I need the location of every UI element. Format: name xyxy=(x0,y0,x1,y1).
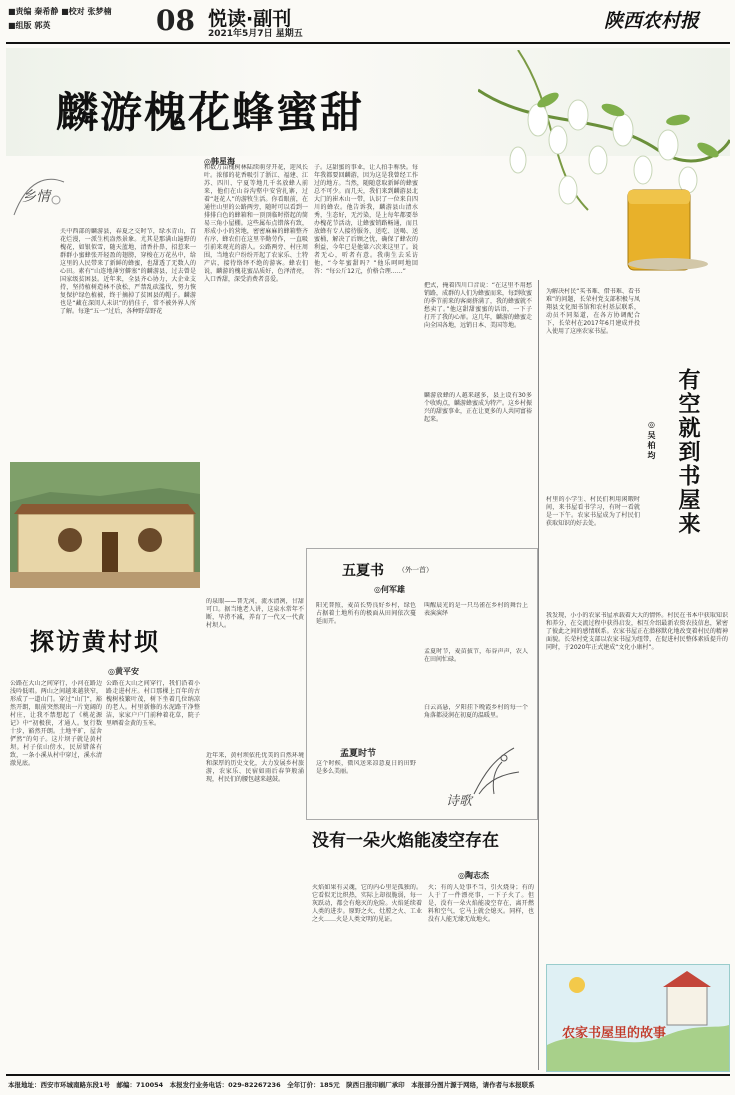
column-divider xyxy=(538,280,539,1070)
article4-author: ◎陶志杰 xyxy=(458,871,489,880)
acacia-flower-image xyxy=(478,50,730,276)
article1-column-5: 麟游放蜂的人越来越多，县上设有30多个收购点，麟游蜂蜜成为特产。这乡村振兴的甜蜜事业，正在让更多的人共同富裕起来。 xyxy=(424,392,532,423)
header-credits-line2: ■组版 郭英 xyxy=(8,21,51,30)
footer-text: 本报地址：西安市环城南路东段1号 邮编：710054 本报发行业务电话：029-82267236 全年订价：185元 陕西日报印刷厂承印 本报部分图片源于网络，请作者与本报联系 xyxy=(8,1081,535,1089)
poem2-title: 孟夏时节 xyxy=(340,749,377,759)
article2-column-1: 公路在大山之间穿行，小河在路边浅吟低唱。两山之间越来越狭窄，形成了一道山门。穿过“山门”，豁然开朗，眼前突然现出一片宽阔的村庄，让我不禁想起了《桃花源记》中“初极狭，才通人。复行数十步，豁然开朗。土地平旷，屋舍俨然”的句子。这片坝子就是黄村坝。村子依山傍水，民居错落有致，一条小溪从村中穿过，溪水清澈见底。 xyxy=(10,680,102,767)
article5-column-2: 村里的小学生、村民们利用闲暇时间，来书屋看书学习，有时一看就是一下午。农家书屋成为了村民们获取知识的好去处。 xyxy=(546,496,640,527)
book-house-banner xyxy=(546,964,730,1072)
article5-author: ◎吴柏均 xyxy=(647,420,656,461)
footer-rule xyxy=(6,1074,730,1076)
poem-column-2: 叫醒晨光的是一只鸟雀在乡村的舞台上表演演绎 xyxy=(424,602,528,617)
poem-column-3: 孟夏时节，麦苗拔节，布谷声声，农人在田间忙碌。 xyxy=(424,648,528,663)
article1-column-1: 关中西部的麟游县，春夏之交时节，绿水青山，百花烂漫，一派生机盎然景象。尤其是那满山遍野的槐花，如银似雪，随天蓝地，清香扑鼻，招惹来一群群小蜜蜂张开轻盈的翅膀，穿梭在万花丛中，给这里的人民带来了新鲜的蜂蜜，也甜透了无数人的心田。素有“山连地薄穷僻塞”的麟游县，过去曾是国家级贫困县。近年来，全县齐心协力，大企业支持，坚持植树造林不放松，严禁乱砍滥伐，努力恢复保护绿色植被，终于摘掉了贫困县的帽子。麟游也是“藏在深闺人未识”的俏佳子，常不被外界人所了解。每逢“五一”过后，各种野草野花 xyxy=(60,228,196,315)
poem2-text: 这个时候，微风送来凉意夏日的田野是多么美丽。 xyxy=(316,760,416,775)
article5-column-1: 为解决村民“买书难、借书难、看书难”的问题，长荣村党支部积极与凤翔县文化图书馆和农村基层联系，动员不同渠道，在各方协调配合下，长荣村在2017年6月建成并投入使用了这座农家书屋。 xyxy=(546,288,640,335)
article2-column-4: 近年来，黄村坝依托优美的自然环境和深厚的历史文化，大力发展乡村旅游，农家乐、民宿如雨后春笋般涌现，村民们的腰包越来越鼓。 xyxy=(206,752,304,783)
orchid-illustration xyxy=(464,744,524,800)
book-house-banner-text: 农家书屋里的故事 xyxy=(562,1026,667,1041)
poem-subtitle: （外一首） xyxy=(398,566,433,574)
article4-column-2: 火；有的人处事不当，引火烧身；有的人于了一件漂亮事，一下子火了。但是，没有一朵火焰能凌空存在，离开燃料和空气，它马上就会熄灭。同样，也没有人能无缘无故地火。 xyxy=(428,884,534,923)
page-number: 08 xyxy=(156,4,195,37)
poem-title: 五夏书 xyxy=(342,563,384,579)
article5-title: 有空就到书屋来 xyxy=(675,368,700,536)
poetry-tag: 诗歌 xyxy=(446,794,473,809)
article4-title: 没有一朵火焰能凌空存在 xyxy=(312,831,499,851)
article2-author: ◎黄平安 xyxy=(108,667,139,676)
article1-title: 麟游槐花蜂蜜甜 xyxy=(56,88,365,137)
article5-column-3: 我发现，小小的农家书屋承载着大大的情怀。村民在书本中获取知识和养分，在交流过程中获得启发，相互介绍最新农资农技信息，紧密了彼此之间的感情联系。农家书屋正在潜移默化地改变着村民的精神面貌。长荣村党支部以农家书屋为纽带，在促进村民整体素质提升的同时，于2020年正式建成“文化小康村”。 xyxy=(546,612,728,651)
poem-column-1: 阳光普照，麦苗长势良好乡村，绿色占据着土地所有的极面从田间依次蔓延而开。 xyxy=(316,602,416,625)
village-photo xyxy=(10,462,200,588)
article2-title: 探访黄村坝 xyxy=(30,628,160,656)
poem-author: ◎何军雄 xyxy=(374,585,405,594)
poem-column-4: 白云高悬，夕阳挂下晚霞乡村的每一个角落都浸润在初夏的温暖里。 xyxy=(424,704,528,719)
article4-column-1: 火焰如果有灵魂，它的内心里是孤独的。它看似无比炽热，实际上却很脆弱，每一灰跃动，都会有熄灭的危险。火焰延续着人类的进步。原野之火、灶膛之火、工业之火……火是人类文明的见证。 xyxy=(312,884,422,923)
header-credits-line1: ■责编 秦希静 ■校对 张梦楠 xyxy=(8,7,112,16)
article2-column-2: 公路在大山之间穿行，我们沿着小路走进村庄。村口那棵上百年的古槐树枝繁叶茂，树下坐着几位纳凉的老人。村里新修的水泥路干净整洁，家家户户门前种着花草，院子里晒着金黄的玉米。 xyxy=(106,680,200,727)
article1-column-2: 和数万亩槐树林陆续萌芽开花，迎风长叶。浓郁的花香吸引了浙江、福建、江苏、四川、宁夏等地几千名放蜂人前来，他们在山谷沟壑中安营扎寨，过着“赶花人”的游牧生活。你看眼前，在通往山里的公路两旁，随时可以看到一排排白色的蜂箱和一顶顶临时搭起的简易三角小屋棚。这些属布点错落有致，形成小小的营地，密密麻麻的蜂箱整齐有序，蜂农们在这里辛勤劳作，一直吸引前来观光的游人。公路两旁、村庄周围，当地农户纷纷开起了农家乐、土特产店，接待络绎不绝的游客。蜂农们说，麟游的槐花蜜品质好，色泽清亮，入口香甜，深受消费者喜爱。 xyxy=(204,164,308,283)
masthead-logo: 陕西农村报 xyxy=(604,10,700,32)
article1-author: ◎韩星海 xyxy=(204,157,235,166)
xiangqing-tag-label: 乡情 xyxy=(22,189,50,205)
article1-column-4: 把式，掩着四川口音说：“在这里不用愁销路，成群的人们为蜂蜜而来，每到收蜜的季节前来的客商挤满了，我的蜂蜜就不愁卖了。”他这甜甜蜜蜜的话语，一下子打开了我的心扉。这几年，麟游的蜂蜜走向全国各地，远销日本、美国等地。 xyxy=(424,282,532,329)
section-title: 悦读·副刊 xyxy=(208,8,292,30)
issue-date: 2021年5月7日 星期五 xyxy=(208,29,303,39)
header-rule xyxy=(6,42,730,44)
article2-column-3: 的泉眼——普无河，流水清冽，甘甜可口。据当地老人讲，这泉水常年不断，旱涝不减，养育了一代又一代黄村坝人。 xyxy=(206,598,304,629)
article1-column-3: 子。这甜蜜的事业，让人拍手称快。每年我都要回麟游，因为这是我曾经工作过的地方。当然，随随意取新鲜的蜂蜜总不可少。而几天，我们来到麟游县北大门的崔木山一带，认识了一位来自四川的蜂农。他告诉我，麟游县山清水秀，生态好，无污染，是上每年都要举办槐花节活动，让蜂蜜销路畅通，而且放蜂有专人接待服务，送吃、送喝、送蜜桶，解决了后顾之忧，确保了蜂农的利益，今年已是他第六次来这里了。说者无心，听者有意。我萌生去采访他，“今年蜜甜吗？”他乐呵呵地回答：“每公斤12元，价格合理……” xyxy=(314,164,418,275)
